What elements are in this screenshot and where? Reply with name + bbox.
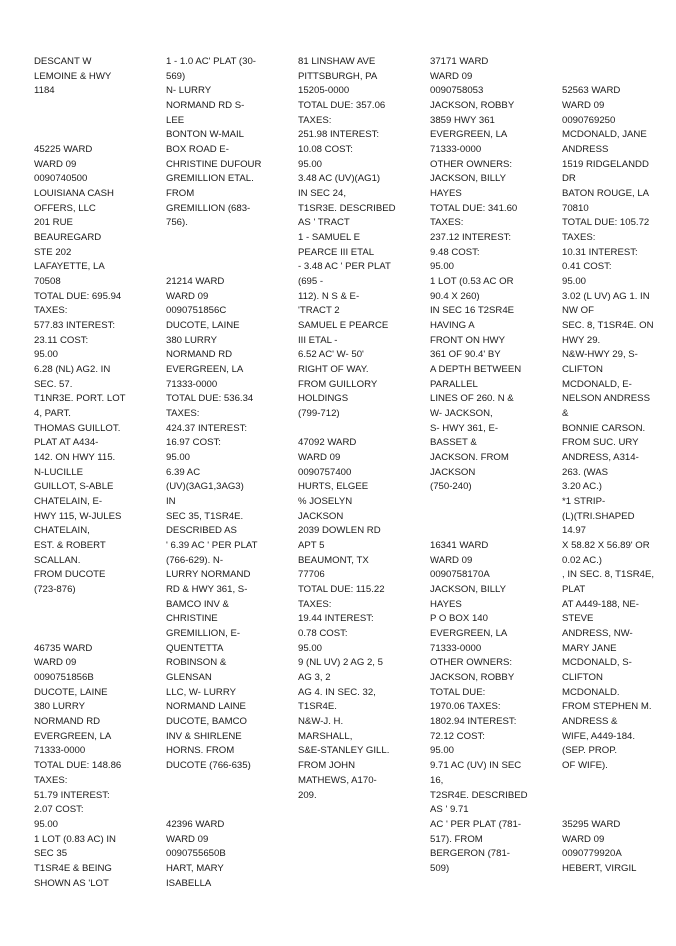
entry-line: TAXES: xyxy=(562,232,596,244)
entry-line: 1 LOT (0.83 AC) IN xyxy=(34,833,116,845)
entry-line: NELSON ANDRESS xyxy=(562,393,650,405)
entry-line: 380 LURRY xyxy=(166,334,218,346)
entry-line: DESCRIBED AS xyxy=(166,525,237,537)
entry-line: 95.00 xyxy=(298,158,323,170)
entry-line: 3.48 AC (UV)(AG1) xyxy=(298,173,381,185)
entry-line: ANDRESS xyxy=(562,144,609,156)
entry-line: BASSET & xyxy=(430,437,477,449)
entry-line: HAYES xyxy=(430,188,462,200)
entry-line: HAVING A xyxy=(430,320,475,332)
entry-line: WARD 09 xyxy=(298,452,341,464)
entry-line: N-LUCILLE xyxy=(34,466,84,478)
entry-line: N&W-HWY 29, S- xyxy=(562,349,638,361)
entry-line: BATON ROUGE, LA xyxy=(562,188,650,200)
entry-line: JACKSON xyxy=(430,466,476,478)
entry-line: TOTAL DUE: 148.86 xyxy=(34,760,122,772)
entry-line: (SEP. PROP. xyxy=(562,745,618,757)
entry-line: 'TRACT 2 xyxy=(298,305,340,317)
entry-line: TOTAL DUE: 536.34 xyxy=(166,393,254,405)
entry-line: HWY 29. xyxy=(562,334,601,346)
entry-line: 95.00 xyxy=(298,642,323,654)
entry-line: CHATELAIN, xyxy=(34,525,90,537)
entry-line: 1802.94 INTEREST: xyxy=(430,716,517,728)
entry-line: 51.79 INTEREST: xyxy=(34,789,110,801)
entry-line: BEAUMONT, TX xyxy=(298,554,369,566)
entry-line: T1SR3E. DESCRIBED xyxy=(298,202,396,214)
entry-line: S&E-STANLEY GILL. xyxy=(298,745,390,757)
entry-line: STEVE xyxy=(562,613,594,625)
entry-line: LEE xyxy=(166,114,185,126)
entry-line: 23.11 COST: xyxy=(34,334,89,346)
entry-line: BONNIE CARSON. xyxy=(562,422,646,434)
entry-line: ROBINSON & xyxy=(166,657,227,669)
entry-line: 577.83 INTEREST: xyxy=(34,320,116,332)
entry-line: 0090757400 xyxy=(298,466,352,478)
entry-line: 21214 WARD xyxy=(166,276,225,288)
entry-line: 0090758170A xyxy=(430,569,490,581)
entry-line: 9.48 COST: xyxy=(430,246,480,258)
entry-line: WARD 09 xyxy=(166,290,209,302)
entry-line: TAXES: xyxy=(298,114,332,126)
entry-line: EST. & ROBERT xyxy=(34,540,106,552)
entry-line: 1970.06 TAXES: xyxy=(430,701,501,713)
entry-line: MCDONALD, E- xyxy=(562,378,632,390)
entry-line: 37171 WARD xyxy=(430,56,489,67)
entry-line: AG 3, 2 xyxy=(298,672,331,684)
entry-line: 70810 xyxy=(562,202,589,214)
entry-line: WARD 09 xyxy=(562,833,605,845)
entry-line: GREMILLION ETAL. xyxy=(166,173,254,185)
entry-line: 71333-0000 xyxy=(430,144,482,156)
entry-line: MCDONALD. xyxy=(562,686,620,698)
entry-line: ' 6.39 AC ' PER PLAT xyxy=(166,540,258,552)
entry-line: DESCANT W xyxy=(34,56,92,67)
entry-line: 0090751856B xyxy=(34,672,94,684)
entry-line: OTHER OWNERS: xyxy=(430,158,513,170)
entry-line: S- HWY 361, E- xyxy=(430,422,499,434)
entry-line: NW OF xyxy=(562,305,594,317)
entry-line: BAMCO INV & xyxy=(166,598,229,610)
entry-line: 3.02 (L UV) AG 1. IN xyxy=(562,290,650,302)
entry-line: THOMAS GUILLOT. xyxy=(34,422,121,434)
entry-line: LURRY NORMAND xyxy=(166,569,251,581)
entry-line: WARD 09 xyxy=(430,70,473,82)
entry-line: 95.00 xyxy=(430,745,455,757)
entry-line: HOLDINGS xyxy=(298,393,349,405)
entry-line: T2SR4E. DESCRIBED xyxy=(430,789,528,801)
entry-line: LAFAYETTE, LA xyxy=(34,261,105,273)
entry-line: 263. (WAS xyxy=(562,466,609,478)
entry-line: (766-629). N- xyxy=(166,554,224,566)
entry-line: 569) xyxy=(166,70,186,82)
entry-line: FROM STEPHEN M. xyxy=(562,701,652,713)
entry-line: INV & SHIRLENE xyxy=(166,730,242,742)
entry-line: III ETAL - xyxy=(298,334,338,346)
entry-line: 46735 WARD xyxy=(34,642,93,654)
entry-line: 15205-0000 xyxy=(298,85,350,97)
entry-line: NORMAND RD xyxy=(34,716,101,728)
entry-line: TAXES: xyxy=(34,774,68,786)
entry-line: MARY JANE xyxy=(562,642,617,654)
entry-line: 0.78 COST: xyxy=(298,628,348,640)
entry-line: 1519 RIDGELANDD xyxy=(562,158,649,170)
entry-line: CLIFTON xyxy=(562,672,603,684)
entry-line: *1 STRIP- xyxy=(562,496,606,508)
entry-line: RD & HWY 361, S- xyxy=(166,584,248,596)
entry-line: JACKSON, BILLY xyxy=(430,173,507,185)
entry-line: 42396 WARD xyxy=(166,818,225,830)
entry-line: CHRISTINE DUFOUR xyxy=(166,158,262,170)
entry-line: ISABELLA xyxy=(166,877,212,889)
entry-line: N- LURRY xyxy=(166,85,212,97)
entry-line: IN SEC 24, xyxy=(298,188,346,200)
entry-line: NORMAND RD S- xyxy=(166,100,245,111)
entry-line: HAYES xyxy=(430,598,462,610)
entry-line: 0090769250 xyxy=(562,114,616,126)
entry-line: JACKSON, ROBBY xyxy=(430,100,515,111)
entry-line: RIGHT OF WAY. xyxy=(298,364,369,376)
entry-line: BOX ROAD E- xyxy=(166,144,229,156)
entry-line: & xyxy=(562,408,569,420)
entry-line: CHRISTINE xyxy=(166,613,218,625)
entry-line: PLAT xyxy=(562,584,586,596)
entry-line: FROM JOHN xyxy=(298,760,356,772)
entry-line: LINES OF 260. N & xyxy=(430,393,514,405)
entry-line: MCDONALD, S- xyxy=(562,657,632,669)
entry-line: GLENSAN xyxy=(166,672,212,684)
entry-line: 509) xyxy=(430,862,450,874)
entry-line: NORMAND LAINE xyxy=(166,701,246,713)
entry-line: 77706 xyxy=(298,569,325,581)
entry-line: 6.39 AC xyxy=(166,466,201,478)
entry-line: SCALLAN. xyxy=(34,554,81,566)
entry-line: (723-876) xyxy=(34,584,76,596)
entry-line: TAXES: xyxy=(34,305,68,317)
entry-line: WARD 09 xyxy=(562,100,605,111)
entry-line: IN SEC 16 T2SR4E xyxy=(430,305,515,317)
entry-line: AG 4. IN SEC. 32, xyxy=(298,686,376,698)
entry-line: 424.37 INTEREST: xyxy=(166,422,248,434)
entry-line: N&W-J. H. xyxy=(298,716,344,728)
entry-line: CLIFTON xyxy=(562,364,603,376)
entry-line: 16341 WARD xyxy=(430,540,489,552)
entry-line: TAXES: xyxy=(166,408,200,420)
entry-line: JACKSON, ROBBY xyxy=(430,672,515,684)
entry-line: MATHEWS, A170- xyxy=(298,774,377,786)
entry-line: TOTAL DUE: 105.72 xyxy=(562,217,650,229)
entry-line: OF WIFE). xyxy=(562,760,608,772)
entry-line: 71333-0000 xyxy=(34,745,86,757)
entry-line: FROM SUC. URY xyxy=(562,437,639,449)
entry-line: EVERGREEN, LA xyxy=(430,628,508,640)
entry-line: SEC. 8, T1SR4E. ON xyxy=(562,320,654,332)
entry-line: TOTAL DUE: 341.60 xyxy=(430,202,518,214)
entry-line: 142. ON HWY 115. xyxy=(34,452,116,464)
entry-line: 0090755650B xyxy=(166,848,226,860)
entry-line: 0090779920A xyxy=(562,848,622,860)
entry-line: DUCOTE (766-635) xyxy=(166,760,251,772)
entry-line: 71333-0000 xyxy=(430,642,482,654)
entry-line: GREMILLION, E- xyxy=(166,628,241,640)
entry-line: WARD 09 xyxy=(166,833,209,845)
entry-line: 1 LOT (0.53 AC OR xyxy=(430,276,514,288)
entry-line: X 58.82 X 56.89' OR xyxy=(562,540,650,552)
entry-line: A DEPTH BETWEEN xyxy=(430,364,522,376)
entry-line: APT 5 xyxy=(298,540,325,552)
entry-line: 756). xyxy=(166,217,188,229)
entry-line: HART, MARY xyxy=(166,862,224,874)
entry-line: MARSHALL, xyxy=(298,730,353,742)
entry-line: AC ' PER PLAT (781- xyxy=(430,818,522,830)
entry-line: SEC 35 xyxy=(34,848,68,860)
entry-line: 201 RUE xyxy=(34,217,73,229)
entry-line: LOUISIANA CASH xyxy=(34,188,114,200)
entry-line: 209. xyxy=(298,789,317,801)
entry-line: 2.07 COST: xyxy=(34,804,84,816)
entry-line: PEARCE III ETAL xyxy=(298,246,375,258)
entry-line: AS ' 9.71 xyxy=(430,804,469,816)
entry-line: HWY 115, W-JULES xyxy=(34,510,122,522)
entry-line: PARALLEL xyxy=(430,378,478,390)
entry-line: 14.97 xyxy=(562,525,587,537)
entry-line: HURTS, ELGEE xyxy=(298,481,369,493)
entry-line: 251.98 INTEREST: xyxy=(298,129,380,141)
entry-line: OFFERS, LLC xyxy=(34,202,96,214)
entry-line: MCDONALD, JANE xyxy=(562,129,647,141)
entry-line: DUCOTE, BAMCO xyxy=(166,716,248,728)
entry-line: T1SR4E. xyxy=(298,701,337,713)
entry-line: 16.97 COST: xyxy=(166,437,221,449)
entry-line: 6.28 (NL) AG2. IN xyxy=(34,364,111,376)
entry-line: OTHER OWNERS: xyxy=(430,657,513,669)
entry-line: T1SR4E & BEING xyxy=(34,862,112,874)
entry-line: 112). N S & E- xyxy=(298,290,360,302)
entry-line: FROM GUILLORY xyxy=(298,378,378,390)
entry-line: SEC. 57. xyxy=(34,378,73,390)
entry-line: AT A449-188, NE- xyxy=(562,598,639,610)
entry-line: ANDRESS & xyxy=(562,716,618,728)
entry-line: 1 - SAMUEL E xyxy=(298,232,361,244)
entry-line: WARD 09 xyxy=(430,554,473,566)
entry-line: DR xyxy=(562,173,576,185)
entry-line: % JOSELYN xyxy=(298,496,353,508)
entry-line: 9 (NL UV) 2 AG 2, 5 xyxy=(298,657,383,669)
entry-line: FROM DUCOTE xyxy=(34,569,106,581)
entry-line: EVERGREEN, LA xyxy=(34,730,112,742)
entry-line: QUENTETTA xyxy=(166,642,224,654)
entry-line: 47092 WARD xyxy=(298,437,357,449)
entry-line: BEAUREGARD xyxy=(34,232,102,244)
entry-line: FROM xyxy=(166,188,195,200)
entry-line: BONTON W-MAIL xyxy=(166,129,245,141)
entry-line: 9.71 AC (UV) IN SEC xyxy=(430,760,522,772)
entry-line: GUILLOT, S-ABLE xyxy=(34,481,114,493)
entry-line: STE 202 xyxy=(34,246,72,258)
entry-line: 517). FROM xyxy=(430,833,483,845)
entry-line: 3859 HWY 361 xyxy=(430,114,495,126)
entry-line: FRONT ON HWY xyxy=(430,334,505,346)
entry-line: 237.12 INTEREST: xyxy=(430,232,512,244)
entry-line: BERGERON (781- xyxy=(430,848,510,860)
entry-line: 0.02 AC.) xyxy=(562,554,602,566)
entry-line: WARD 09 xyxy=(34,158,77,170)
entry-line: P O BOX 140 xyxy=(430,613,488,625)
entry-line: SHOWN AS 'LOT xyxy=(34,877,109,889)
entry-line: TAXES: xyxy=(430,217,464,229)
entry-line: JACKSON xyxy=(298,510,344,522)
entry-line: 95.00 xyxy=(34,818,59,830)
entry-line: (750-240) xyxy=(430,481,472,493)
entry-line: (UV)(3AG1,3AG3) xyxy=(166,481,244,493)
entry-line: 81 LINSHAW AVE xyxy=(298,56,376,67)
entry-line: LEMOINE & HWY xyxy=(34,70,112,82)
entry-line: NORMAND RD xyxy=(166,349,233,361)
entry-line: JACKSON, BILLY xyxy=(430,584,507,596)
entry-line: (695 - xyxy=(298,276,324,288)
entry-line: 95.00 xyxy=(562,276,587,288)
entry-line: W- JACKSON, xyxy=(430,408,493,420)
entry-line: ANDRESS, A314- xyxy=(562,452,639,464)
entry-line: 0090740500 xyxy=(34,173,88,185)
entry-line: 1184 xyxy=(34,85,55,97)
entry-line: 95.00 xyxy=(166,452,191,464)
entry-line: 45225 WARD xyxy=(34,144,93,156)
entry-line: EVERGREEN, LA xyxy=(430,129,508,141)
entry-line: (L)(TRI.SHAPED xyxy=(562,510,635,522)
entry-line: 10.08 COST: xyxy=(298,144,353,156)
entry-line: 1 - 1.0 AC' PLAT (30- xyxy=(166,56,256,67)
entry-line: 0.41 COST: xyxy=(562,261,612,273)
entry-line: 70508 xyxy=(34,276,61,288)
entry-line: 19.44 INTEREST: xyxy=(298,613,374,625)
entry-line: CHATELAIN, E- xyxy=(34,496,103,508)
entry-line: WARD 09 xyxy=(34,657,77,669)
entry-line: IN xyxy=(166,496,176,508)
entry-line: HEBERT, VIRGIL xyxy=(562,862,637,874)
entry-line: TAXES: xyxy=(298,598,332,610)
entry-line: 90.4 X 260) xyxy=(430,290,480,302)
entry-line: GREMILLION (683- xyxy=(166,202,251,214)
entry-line: 72.12 COST: xyxy=(430,730,485,742)
entry-line: T1NR3E. PORT. LOT xyxy=(34,393,126,405)
entry-line: (799-712) xyxy=(298,408,340,420)
entry-line: DUCOTE, LAINE xyxy=(166,320,240,332)
entry-line: PLAT AT A434- xyxy=(34,437,99,449)
entry-line: TOTAL DUE: 695.94 xyxy=(34,290,122,302)
entry-line: 0090751856C xyxy=(166,305,227,317)
entry-line: 361 OF 90.4' BY xyxy=(430,349,501,361)
entry-line: TOTAL DUE: 357.06 xyxy=(298,100,386,111)
entry-line: 95.00 xyxy=(34,349,59,361)
entry-line: JACKSON. FROM xyxy=(430,452,509,464)
entry-line: 0090758053 xyxy=(430,85,484,97)
entry-line: AS ' TRACT xyxy=(298,217,350,229)
entry-line: SEC 35, T1SR4E. xyxy=(166,510,244,522)
entry-line: 16, xyxy=(430,774,444,786)
entry-line: PITTSBURGH, PA xyxy=(298,70,378,82)
entry-line: LLC, W- LURRY xyxy=(166,686,237,698)
entry-line: 380 LURRY xyxy=(34,701,86,713)
entry-line: SAMUEL E PEARCE xyxy=(298,320,389,332)
entry-line: 3.20 AC.) xyxy=(562,481,602,493)
entry-line: TOTAL DUE: 115.22 xyxy=(298,584,385,596)
entry-line: 4, PART. xyxy=(34,408,71,420)
entry-line: TOTAL DUE: xyxy=(430,686,486,698)
entry-line: 6.52 AC' W- 50' xyxy=(298,349,364,361)
entry-line: 2039 DOWLEN RD xyxy=(298,525,381,537)
entry-line: , IN SEC. 8, T1SR4E, xyxy=(562,569,655,581)
entry-line: 71333-0000 xyxy=(166,378,218,390)
entry-line: 52563 WARD xyxy=(562,85,621,97)
entry-line: - 3.48 AC ' PER PLAT xyxy=(298,261,391,273)
entry-line: 95.00 xyxy=(430,261,455,273)
entry-line: 35295 WARD xyxy=(562,818,621,830)
entry-line: EVERGREEN, LA xyxy=(166,364,244,376)
entry-line: HORNS. FROM xyxy=(166,745,235,757)
entry-line: 10.31 INTEREST: xyxy=(562,246,638,258)
entry-line: WIFE, A449-184. xyxy=(562,730,636,742)
entry-line: ANDRESS, NW- xyxy=(562,628,633,640)
entry-line: DUCOTE, LAINE xyxy=(34,686,108,698)
